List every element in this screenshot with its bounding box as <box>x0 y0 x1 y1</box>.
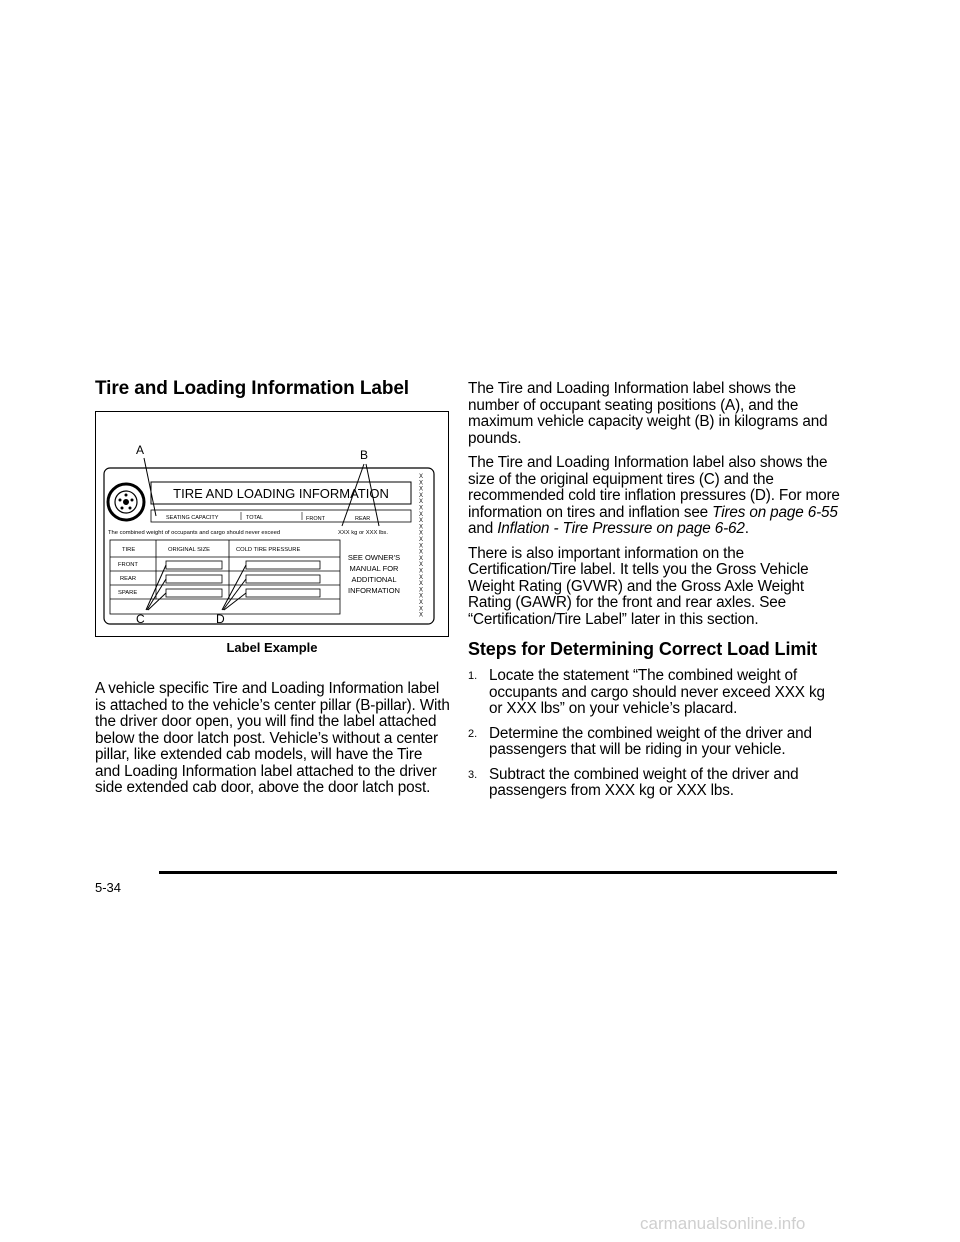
x-mark: X <box>418 549 424 556</box>
label-figure <box>95 411 451 655</box>
combined-weight-line: The combined weight of occupants and cargo should never exceed <box>108 530 281 536</box>
field-total: TOTAL <box>246 515 264 521</box>
table-row-spare: SPARE <box>118 590 138 596</box>
x-mark: X <box>418 474 424 480</box>
x-mark: X <box>418 492 424 499</box>
x-mark: X <box>418 537 424 543</box>
callout-c: C <box>136 612 145 626</box>
link-tires[interactable]: Tires on page 6-55 <box>712 503 838 521</box>
step-number: 1. <box>468 670 478 682</box>
svg-text:ADDITIONAL: ADDITIONAL <box>351 575 397 584</box>
figure-caption: Label Example <box>226 640 318 655</box>
x-mark: X <box>418 499 424 506</box>
table-header-original-size: ORIGINAL SIZE <box>168 547 210 553</box>
field-front: FRONT <box>306 516 325 522</box>
callout-b: B <box>360 448 369 462</box>
x-mark: X <box>418 543 424 550</box>
callout-a: A <box>136 443 145 457</box>
label-example-frame <box>95 411 449 637</box>
paragraph-certification: There is also important information on the Certification/Tire label. It tells you the Gross Vehicle Weight Rating (GVWR) and the Gross Axle Weight Rating (GAWR) for the front and rear axles. See “Certification/Tire Label” later in this section. <box>468 544 809 628</box>
tire-icon <box>108 484 144 520</box>
callout-d: D <box>216 612 225 626</box>
step-number: 2. <box>468 727 478 740</box>
x-mark: X <box>418 486 424 493</box>
x-mark: X <box>418 518 424 525</box>
x-mark: X <box>418 574 424 581</box>
steps-list <box>468 668 840 800</box>
x-mark: X <box>418 612 424 619</box>
paragraph-text: . <box>744 520 749 537</box>
section-title: Tire and Loading Information Label <box>95 378 409 399</box>
combined-weight-value: XXX kg or XXX lbs. <box>338 530 388 536</box>
x-mark: X <box>418 587 424 594</box>
list-item <box>468 668 840 718</box>
page-number: 5-34 <box>95 880 122 895</box>
x-mark: X <box>418 606 424 613</box>
paragraph-label-also-shows <box>468 455 840 538</box>
list-item <box>468 767 840 800</box>
step-text: Determine the combined weight of the driver and passengers that will be riding in your vehicle. <box>489 724 812 758</box>
x-mark: X <box>418 511 424 518</box>
paragraph-text: The Tire and Loading Information label also shows the size of the original equipment tires (C) and the recommended cold tire inflation pressures (D). For more information on tires and inflation see <box>468 454 840 521</box>
watermark: carmanualsonline.info <box>640 1214 806 1233</box>
list-item <box>468 726 840 759</box>
x-mark: X <box>418 555 424 562</box>
svg-text:MANUAL FOR: MANUAL FOR <box>349 564 399 573</box>
label-title: TIRE AND LOADING INFORMATION <box>173 486 389 501</box>
x-mark: X <box>418 568 424 575</box>
table-header-cold-tire-pressure: COLD TIRE PRESSURE <box>236 547 301 553</box>
x-mark: X <box>418 600 424 606</box>
x-mark: X <box>418 524 424 531</box>
x-mark: X <box>418 530 424 537</box>
table-row-front: FRONT <box>118 562 138 568</box>
footer-rule <box>159 871 837 874</box>
link-inflation-tire-pressure[interactable]: Inflation - Tire Pressure on page 6-62 <box>497 520 745 537</box>
tire-label-illustration <box>96 412 450 638</box>
x-mark: X <box>418 480 424 487</box>
paragraph-text: and <box>468 520 498 537</box>
left-column <box>95 378 451 805</box>
paragraph-label-shows: The Tire and Loading Information label shows the number of occupant seating positions (A), and the maximum vehicle capacity weight (B) in kilograms and pounds. <box>468 380 828 447</box>
right-column <box>468 381 840 808</box>
field-seating-capacity: SEATING CAPACITY <box>166 515 219 521</box>
step-text: Subtract the combined weight of the driver and passengers from XXX kg or XXX lbs. <box>489 765 799 799</box>
svg-text:SEE OWNER'S: SEE OWNER'S <box>347 553 401 562</box>
x-mark: X <box>418 581 424 588</box>
table-row-rear: REAR <box>120 576 137 582</box>
steps-title: Steps for Determining Correct Load Limit <box>468 639 818 659</box>
table-header-tire: TIRE <box>122 547 136 553</box>
x-mark: X <box>418 593 424 600</box>
x-mark-column <box>419 474 423 619</box>
step-text: Locate the statement “The combined weight of occupants and cargo should never exceed XXX kg or XXX lbs” on your vehicle’s placard. <box>489 667 825 717</box>
field-rear: REAR <box>355 516 371 522</box>
x-mark: X <box>418 505 424 512</box>
svg-text:INFORMATION: INFORMATION <box>348 586 400 595</box>
step-number: 3. <box>468 768 478 781</box>
left-paragraph: A vehicle specific Tire and Loading Information label is attached to the vehicle’s center pillar (B-pillar). With the driver door open, you will find the label attached below the door latch post. Vehicle’s without a center pillar, like extended cab models, will have the Tire and Loading Information label attached to the driver side extended cab door, above the door latch post. <box>95 680 450 796</box>
x-mark: X <box>418 562 424 569</box>
